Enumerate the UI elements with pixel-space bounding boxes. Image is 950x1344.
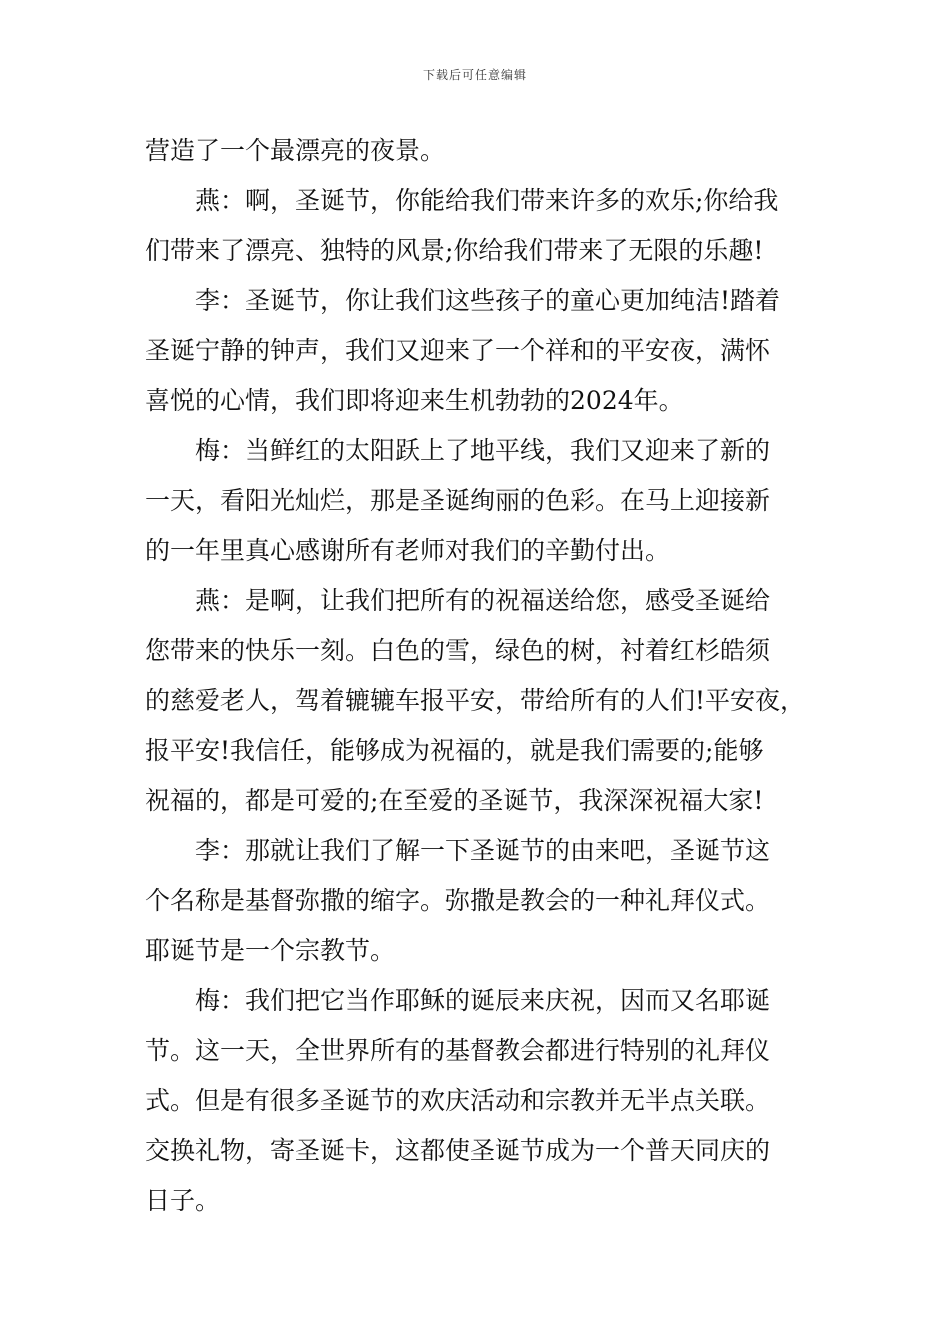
paragraph-line: 式。但是有很多圣诞节的欢庆活动和宗教并无半点关联。 [145,1086,771,1115]
paragraph-line: 您带来的快乐一刻。白色的雪，绿色的树，衬着红杉皓须 [145,636,771,665]
paragraph-line: 日子。 [145,1186,221,1215]
document-body [145,126,825,1226]
paragraph-line: 梅：我们把它当作耶稣的诞辰来庆祝，因而又名耶诞 [195,986,771,1015]
paragraph-line: 李：那就让我们了解一下圣诞节的由来吧，圣诞节这 [195,836,771,865]
paragraph-line: 耶诞节是一个宗教节。 [145,936,396,965]
paragraph-line: 喜悦的心情，我们即将迎来生机勃勃的2024年。 [145,386,684,415]
paragraph-line: 燕：是啊，让我们把所有的祝福送给您，感受圣诞给 [195,586,771,615]
paragraph-line: 营造了一个最漂亮的夜景。 [145,136,446,165]
paragraph-line: 的慈爱老人，驾着辘辘车报平安，带给所有的人们!平安夜， [145,686,806,715]
page-header: 下载后可任意编辑 [422,68,527,82]
paragraph-line: 节。这一天，全世界所有的基督教会都进行特别的礼拜仪 [145,1036,771,1065]
paragraph-line: 一天，看阳光灿烂，那是圣诞绚丽的色彩。在马上迎接新 [145,486,771,515]
paragraph-line: 的一年里真心感谢所有老师对我们的辛勤付出。 [145,536,671,565]
paragraph-line: 祝福的，都是可爱的;在至爱的圣诞节，我深深祝福大家! [145,786,764,815]
paragraph-line: 李：圣诞节，你让我们这些孩子的童心更加纯洁!踏着 [195,286,781,315]
paragraph-line: 交换礼物，寄圣诞卡，这都使圣诞节成为一个普天同庆的 [145,1136,771,1165]
paragraph-line: 梅：当鲜红的太阳跃上了地平线，我们又迎来了新的 [195,436,771,465]
paragraph-line: 报平安!我信任，能够成为祝福的，就是我们需要的;能够 [145,736,764,765]
paragraph-line: 们带来了漂亮、独特的风景;你给我们带来了无限的乐趣! [145,236,764,265]
paragraph-line: 圣诞宁静的钟声，我们又迎来了一个祥和的平安夜，满怀 [145,336,771,365]
paragraph-line: 个名称是基督弥撒的缩字。弥撒是教会的一种礼拜仪式。 [145,886,771,915]
paragraph-line: 燕：啊，圣诞节，你能给我们带来许多的欢乐;你给我 [195,186,779,215]
